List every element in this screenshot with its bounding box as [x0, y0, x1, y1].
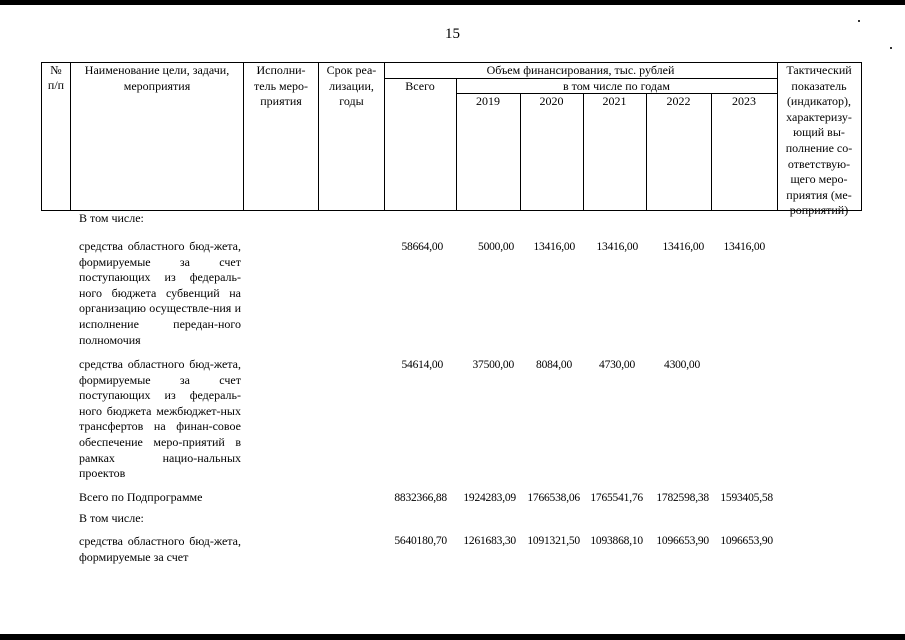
- row-value-year: 1765541,76: [590, 492, 643, 504]
- header-year: 2019: [476, 94, 500, 108]
- header-col-border: [711, 93, 712, 211]
- row-value-total: 5640180,70: [394, 535, 447, 547]
- header-year: 2022: [666, 94, 691, 108]
- header-col-border: [70, 62, 71, 211]
- row-value-year: 5000,00: [478, 241, 514, 253]
- row-value-year: 1766538,06: [527, 492, 580, 504]
- row-value-year: 13416,00: [662, 241, 704, 253]
- row-value-year: 1924283,09: [463, 492, 516, 504]
- row-label: В том числе:: [79, 511, 144, 525]
- header-indicator: Тактический показатель (индикатор), характеризу-ющий вы-полнение со-ответствую-щего меро-приятия (ме-роприятий): [785, 63, 853, 218]
- row-value-year: 1593405,58: [720, 492, 773, 504]
- row-value-year: 8084,00: [536, 359, 572, 371]
- row-label: средства областного бюд-жета, формируемые за счет поступающих из федераль-ного бюджета межбюджет-ных трансфертов на финан-совое обеспечение меро-приятий в рамках нацио-нальных проектов: [79, 357, 241, 481]
- header-executor: Исполни-тель меро-приятия: [254, 63, 308, 109]
- header-col-border: [243, 62, 244, 211]
- header-col-border: [861, 62, 862, 211]
- row-value-year: 1096653,90: [656, 535, 709, 547]
- row-value-total: 54614,00: [401, 359, 443, 371]
- row-value-year: 13416,00: [533, 241, 575, 253]
- row-label: В том числе:: [79, 211, 144, 225]
- header-year: 2020: [539, 94, 564, 108]
- row-label: Всего по Подпрограмме: [79, 490, 203, 504]
- row-value-year: 4300,00: [664, 359, 700, 371]
- header-col-border: [318, 62, 319, 211]
- row-value-year: 4730,00: [599, 359, 635, 371]
- page-number: 15: [445, 26, 460, 42]
- row-label: средства областного бюд-жета, формируемые за счет: [79, 534, 241, 564]
- header-num-1: №: [50, 63, 62, 77]
- header-col-border: [583, 93, 584, 211]
- row-value-year: 1782598,38: [656, 492, 709, 504]
- row-value-year: 13416,00: [596, 241, 638, 253]
- row-value-year: 13416,00: [723, 241, 765, 253]
- header-year: 2023: [732, 94, 756, 108]
- header-col-border: [777, 62, 778, 211]
- header-by-years: в том числе по годам: [563, 79, 670, 93]
- row-value-year: 1096653,90: [720, 535, 773, 547]
- row-value-year: 1093868,10: [590, 535, 643, 547]
- header-col-border: [520, 93, 521, 211]
- header-funding: Объем финансирования, тыс. рублей: [486, 63, 675, 77]
- row-value-year: 1091321,50: [527, 535, 580, 547]
- header-year: 2021: [602, 94, 627, 108]
- header-term: Срок реа-лизации, годы: [326, 63, 377, 109]
- row-value-total: 8832366,88: [394, 492, 447, 504]
- row-value-total: 58664,00: [401, 241, 443, 253]
- row-label: средства областного бюд-жета, формируемые за счет поступающих из федераль-ного бюджета субвенций на организацию осуществле-ния и исполнение передан-ного полномочия: [79, 239, 241, 347]
- header-col-border: [646, 93, 647, 211]
- header-name: Наименование цели, задачи, мероприятия: [84, 63, 230, 93]
- row-value-year: 37500,00: [472, 359, 514, 371]
- header-bottom-border: [41, 210, 861, 211]
- header-num-2: п/п: [47, 78, 65, 92]
- row-value-year: 1261683,30: [463, 535, 516, 547]
- header-total: Всего: [405, 79, 435, 93]
